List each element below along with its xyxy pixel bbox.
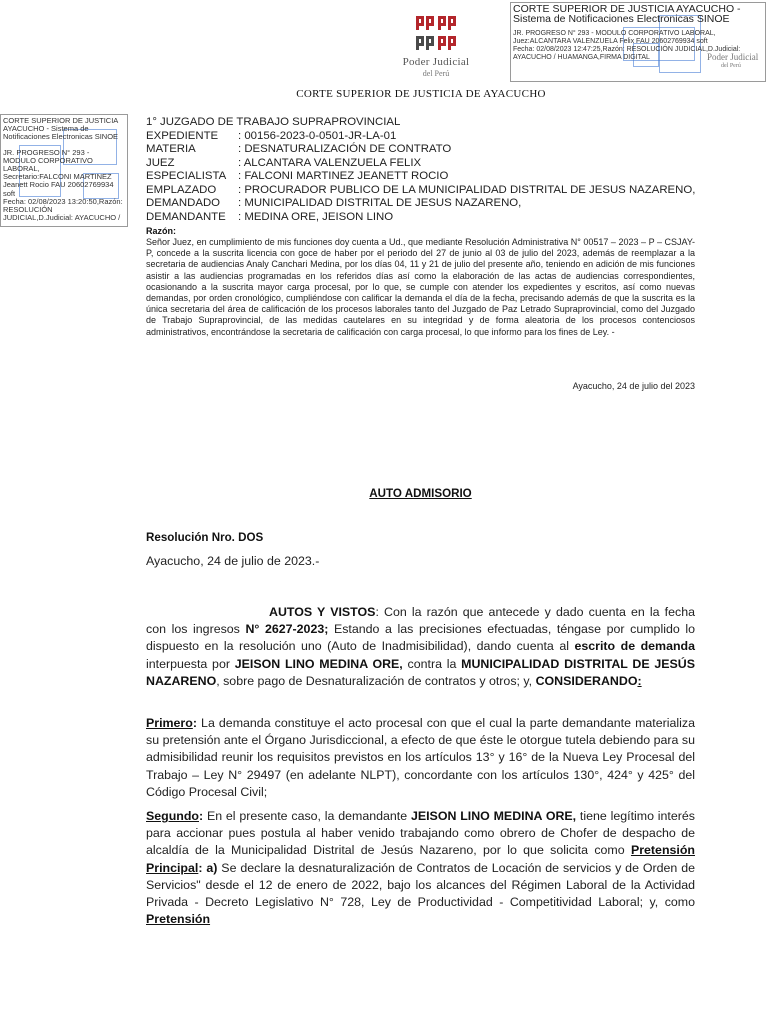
case-info — [146, 116, 706, 224]
text: tiene legítimo interés para accionar pues postula al haber venido trabajando como obrero de Chofer de despacho de alcaldía de la Municipalidad Distrital de Jesús Nazareno, por lo que solicita como — [146, 809, 695, 858]
stamp-line: CORTE SUPERIOR DE JUSTICIA AYACUCHO - — [513, 3, 741, 15]
poder-judicial-emblem-icon — [414, 14, 458, 54]
text-bold: N° 2627-2023; — [245, 622, 329, 637]
text-bold: JEISON LINO MEDINA ORE, — [410, 809, 577, 823]
stamp-line: AYACUCHO / HUAMANGA,FIRMA DIGITAL — [513, 54, 650, 61]
paragraph-segundo — [146, 808, 695, 928]
text-bold-underline: Pretensión — [146, 912, 211, 927]
text: La demanda constituye el acto procesal con que el cual la parte demandante materializa su pretensión ante el Órgano Jurisdiccional, a efecto de que éste le otorgue tutela debiendo para su admisibilidad reunir los requisitos previstos en los artículos 13° y 16° de la Nueva Ley Procesal del Trabajo – Ley N° 29497 (en adelante NLPT), concordante con los artículos 130°, 424° y 425° del Código Procesal Civil; — [146, 716, 695, 799]
razon-text: Señor Juez, en cumplimiento de mis funciones doy cuenta a Ud., que mediante Resolución Administrativa N° 00517 – 2023 – P – CSJAY-P, concede a la suscrita licencia con goce de haber por el periodo del 27 de junio al 03 de julio del 2023, además de reemplazar a la secretaria de audiencias Analy Canchari Medina, por los días 04, 11 y 21 de julio del presente año, teniendo en adición de mis funciones asistir a las audiencias programadas en los referidos días así como la elaboración de las actas de audiencias correspondientes, ocasionando a la suscrita mayor carga procesal, por lo que, se cumple con atender los expedientes y escritos, así como nuevas demandas, por orden cronológico, cumpliéndose con calificar la demanda el día de la fecha, precisando además de que la suscrita es la única secretaria del área de calificación de los procesos laborales tanto del Juzgado de Paz Letrado Supraprovincial, como del Juzgado de Trabajo Supraprovincial, de las medidas cautelares en su integridad y de forma aleatoria de los procesos contenciosos administrativos, encontrándose la secretaria de calificación con carga procesal, lo que informo para los fines de Ley. - — [146, 237, 695, 337]
stamp-line: JR. PROGRESO N° 293 - MODULO CORPORATIVO LABORAL, — [513, 30, 716, 37]
stamp-line: Notificaciones Electronicas SINOE — [3, 132, 119, 142]
razon-label: Razón: — [146, 226, 176, 236]
text: , sobre pago de Desnaturalización de contratos y otros; y, — [216, 673, 536, 688]
text-bold-underline: : — [637, 673, 642, 688]
case-row-demandado — [146, 197, 706, 211]
case-value: : FALCONI MARTINEZ JEANETT ROCIO — [238, 170, 449, 182]
case-value: : 00156-2023-0-0501-JR-LA-01 — [238, 129, 397, 142]
heading-segundo: Segundo — [146, 809, 199, 823]
text: En el presente caso, la demandante — [203, 809, 411, 823]
stamp-line: Fecha: 02/08/2023 13:20:50,Razón: — [3, 196, 123, 206]
juzgado-title: 1° JUZGADO DE TRABAJO SUPRAPROVINCIAL — [146, 116, 401, 128]
text-bold: : — [198, 860, 207, 875]
case-row-expediente — [146, 130, 706, 144]
logo-text: Poder Judicial — [402, 56, 470, 68]
stamp-line: Fecha: 02/08/2023 12:47:25,Razón: RESOLUCIÓN JUDICIAL,D.Judicial: — [513, 46, 741, 53]
text-bold: JEISON LINO MEDINA ORE, — [234, 656, 403, 671]
stamp-line: Juez:ALCANTARA VALENZUELA Felix FAU 20602769934 soft — [513, 38, 708, 45]
stamp-line: MODULO CORPORATIVO — [3, 155, 93, 165]
case-value: : ALCANTARA VALENZUELA FELIX — [238, 156, 422, 169]
case-label: DEMANDADO — [146, 197, 221, 209]
text-bold: : — [199, 809, 204, 823]
court-title: CORTE SUPERIOR DE JUSTICIA DE AYACUCHO — [296, 88, 546, 100]
case-row-especialista — [146, 170, 706, 184]
case-label: EMPLAZADO — [146, 183, 217, 196]
paragraph-autos-y-vistos — [146, 604, 695, 690]
razon-date: Ayacucho, 24 de julio del 2023 — [572, 381, 695, 391]
case-row-materia — [146, 143, 706, 157]
case-label: DEMANDANTE — [146, 210, 226, 223]
text-bold: AUTOS Y VISTOS — [269, 605, 376, 619]
case-value: : PROCURADOR PUBLICO DE LA MUNICIPALIDAD DISTRITAL DE JESUS NAZARENO, — [238, 183, 696, 196]
stamp-line: soft — [3, 188, 16, 198]
case-value: : MEDINA ORE, JEISON LINO — [238, 210, 394, 223]
text-bold-underline: Pretensión Principal — [146, 843, 695, 875]
stamp-line: AYACUCHO - Sistema de — [3, 124, 89, 134]
case-value: : DESNATURALIZACIÓN DE CONTRATO — [238, 143, 452, 155]
digital-signature-stamp-judge — [510, 2, 766, 82]
case-value: : MUNICIPALIDAD DISTRITAL DE JESUS NAZARENO, — [238, 197, 522, 209]
logo-subtext: del Perú — [422, 69, 450, 78]
resolution-number: Resolución Nro. DOS — [146, 531, 264, 544]
digital-signature-stamp-secretary — [0, 114, 128, 227]
case-row-demandante — [146, 211, 706, 225]
stamp-line: CORTE SUPERIOR DE JUSTICIA — [3, 116, 119, 125]
text: contra la — [402, 656, 462, 671]
case-label: JUEZ — [146, 156, 175, 169]
stamp-line: RESOLUCIÓN — [3, 205, 53, 215]
case-label: ESPECIALISTA — [146, 170, 227, 182]
document-title: AUTO ADMISORIO — [369, 487, 472, 500]
case-label: EXPEDIENTE — [146, 129, 219, 142]
stamp-watermark-logo: Poder Judicial del Perú — [707, 52, 759, 69]
stamp-line: Sistema de Notificaciones Electronicas SINOE — [513, 13, 730, 25]
stamp-line: JUDICIAL,D.Judicial: AYACUCHO / — [3, 213, 121, 223]
text-bold: a) — [206, 860, 218, 875]
text-bold: : — [192, 716, 197, 730]
text-bold: escrito de demanda — [574, 639, 695, 654]
case-row-juez — [146, 157, 706, 171]
text: : Con la razón que antecede y dado cuenta en la fecha con los ingresos — [146, 605, 695, 637]
text: interpuesta por — [146, 656, 235, 671]
text-bold: MUNICIPALIDAD DISTRITAL DE JESÚS NAZARENO — [146, 656, 695, 688]
stamp-line: Secretario:FALCONI MARTINEZ — [3, 172, 112, 182]
text-bold: CONSIDERANDO — [535, 673, 638, 688]
stamp-line: Jeanett Rocio FAU 20602769934 — [3, 180, 114, 190]
stamp-line: JR. PROGRESO N° 293 - — [3, 147, 90, 157]
resolution-date: Ayacucho, 24 de julio de 2023.- — [146, 554, 320, 568]
text: Se declare la desnaturalización de Contratos de Locación de servicios y de Orden de Servicios" desde el 12 de enero de 2022, bajo los alcances del Régimen Laboral de la Actividad Privada - Decreto Legislativo N° 728, Ley de Productividad - Competitividad Laboral; y, como — [146, 860, 695, 910]
heading-primero: Primero — [146, 716, 193, 730]
case-label: MATERIA — [146, 143, 196, 155]
paragraph-primero — [146, 715, 695, 801]
poder-judicial-logo — [384, 14, 488, 78]
case-row-emplazado — [146, 184, 706, 198]
text: Estando a las precisiones efectuadas, téngase por cumplido lo dispuesto en la resolución uno (Auto de Inadmisibilidad), dando cuenta al — [146, 622, 695, 654]
stamp-line: LABORAL, — [3, 164, 40, 174]
